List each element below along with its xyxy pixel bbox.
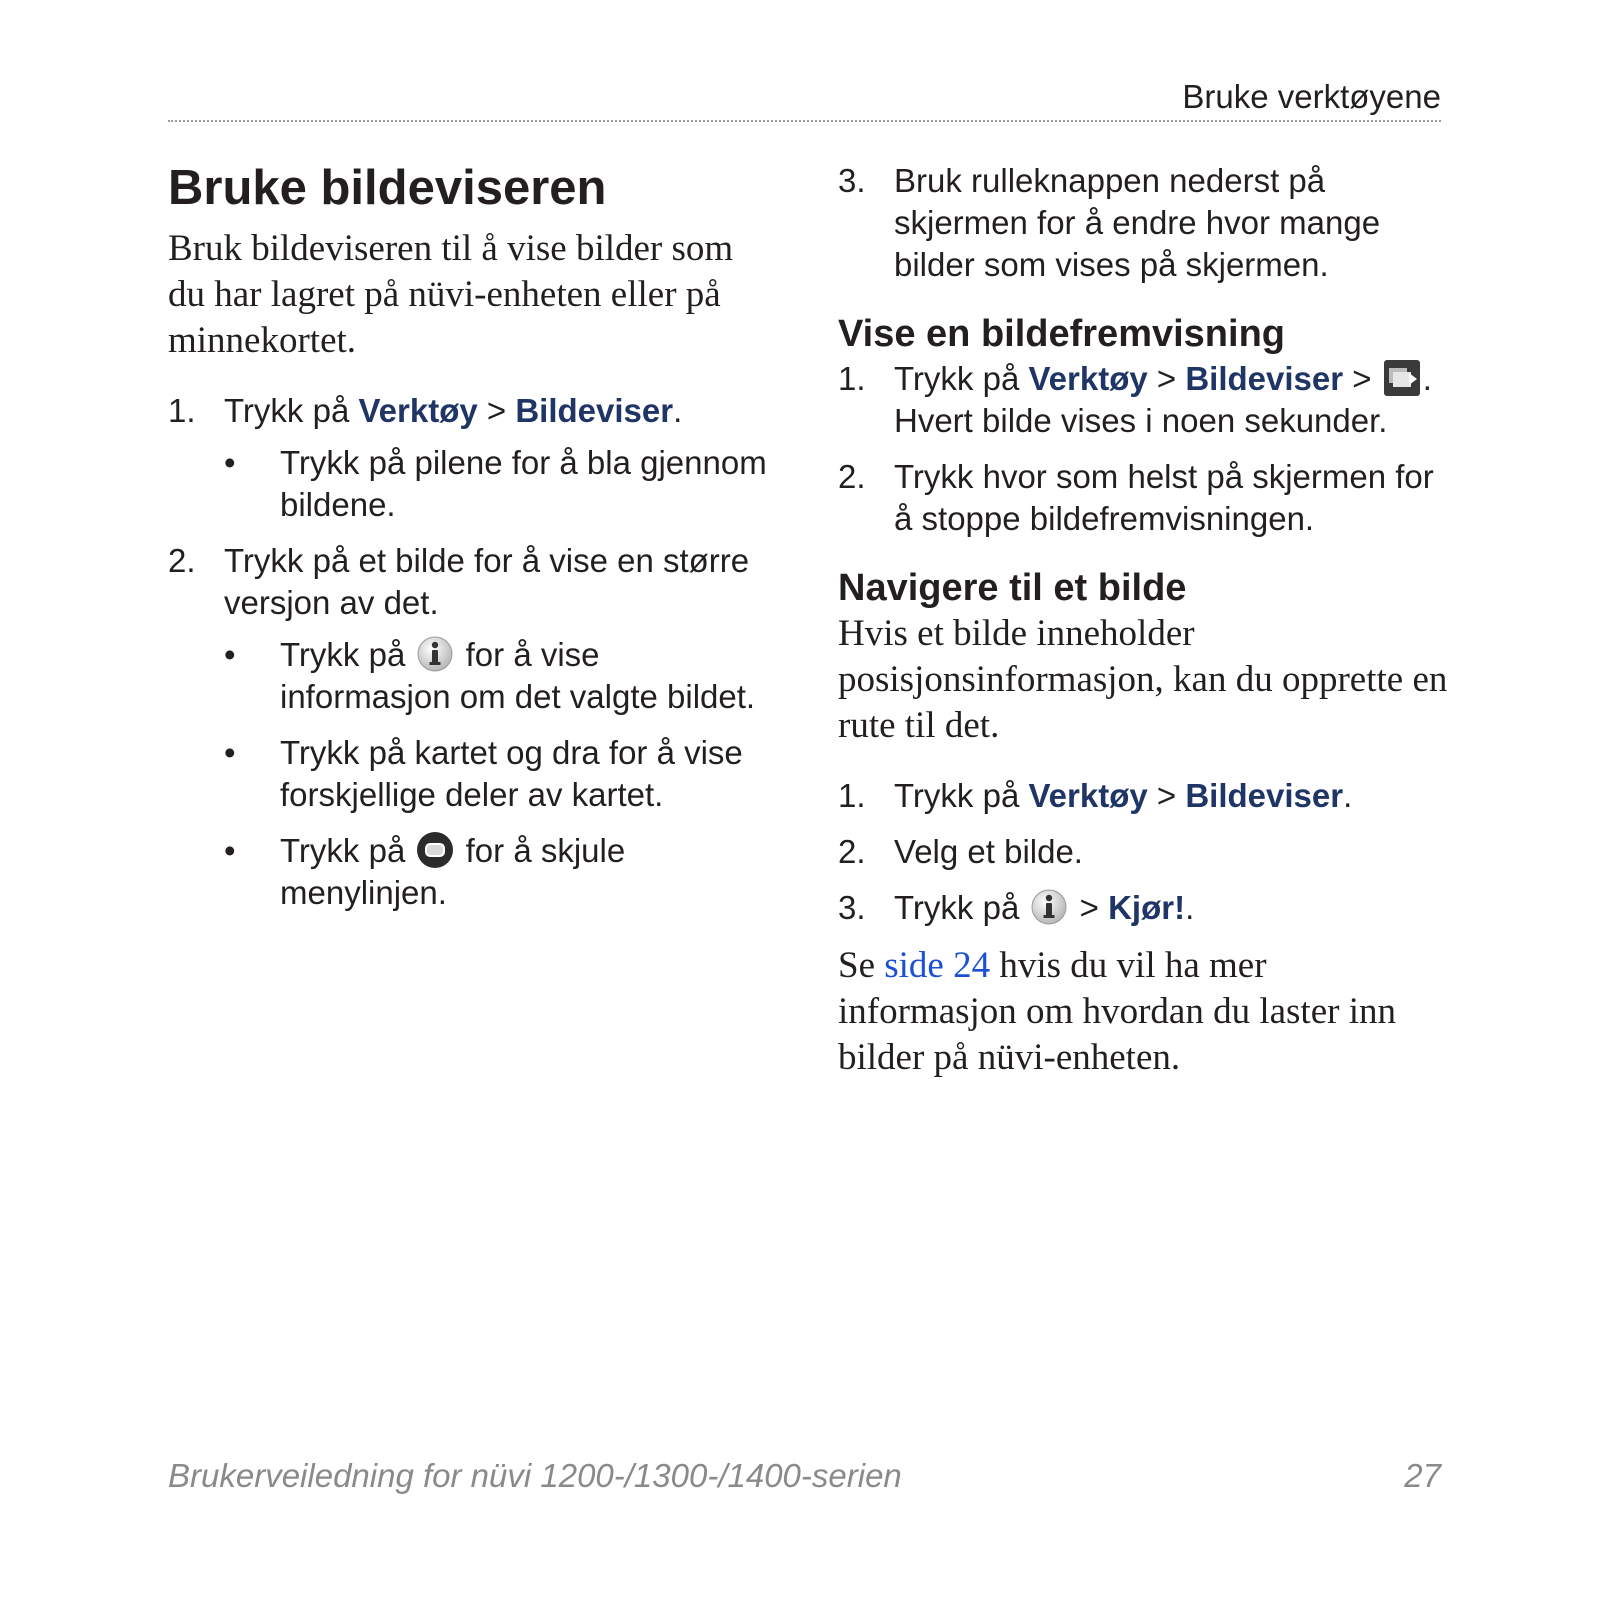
page-reference-link[interactable]: side 24 (884, 945, 991, 987)
header-divider (168, 120, 1441, 122)
list-item: 2. Trykk på et bilde for å vise en større versjon av det. • Trykk på for å vise informasjon om det valgte bildet. • Trykk på kartet og dra for å vise forskjellige deler av kartet. • Trykk på for å skjule menylinjen. (168, 540, 778, 914)
list-item: • Trykk på pilene for å bla gjennom bildene. (224, 444, 767, 524)
menu-path-picture-viewer: Bildeviser (1185, 777, 1344, 815)
step-number: 1. (168, 392, 196, 430)
viewer-steps (168, 390, 778, 914)
navigate-steps (838, 775, 1448, 929)
list-item: 3. Bruk rulleknappen nederst på skjermen for å endre hvor mange bilder som vises på skjermen. (838, 162, 1381, 283)
menu-path-tools: Verktøy (1028, 359, 1148, 397)
info-icon (1030, 888, 1068, 926)
step-number: 3. (838, 162, 866, 199)
see-also-paragraph: Se side 24 hvis du vil ha mer informasjon om hvordan du laster inn bilder på nüvi-enheten. (838, 945, 1396, 1079)
page-number: 27 (1404, 1457, 1441, 1494)
bullet: • (224, 636, 236, 674)
slideshow-icon (1383, 359, 1421, 397)
list-item: 2. Velg et bilde. (838, 831, 1448, 873)
slideshow-steps (838, 358, 1448, 540)
left-column (168, 150, 778, 928)
list-item: • Trykk på for å vise informasjon om det valgte bildet. (224, 636, 756, 716)
step-number: 2. (838, 457, 866, 495)
menu-path-tools: Verktøy (1028, 777, 1148, 815)
section-heading-slideshow: Vise en bildefremvisning (838, 313, 1286, 355)
list-item: • Trykk på for å skjule menylinjen. (224, 832, 626, 912)
section-heading-navigate: Navigere til et bilde (838, 566, 1187, 609)
hide-menu-icon (416, 831, 454, 869)
step-number: 1. (838, 777, 866, 815)
viewer-steps-continued (838, 160, 1448, 286)
list-item: • Trykk på kartet og dra for å vise forskjellige deler av kartet. (224, 734, 743, 814)
step-number: 2. (168, 542, 196, 580)
footer-manual-title: Brukerveiledning for nüvi 1200-/1300-/1400-serien (168, 1457, 902, 1494)
list-item: 1. Trykk på Verktøy > Bildeviser. • Trykk på pilene for å bla gjennom bildene. (168, 390, 778, 526)
step-number: 1. (838, 359, 866, 397)
navigate-intro: Hvis et bilde inneholder posisjonsinformasjon, kan du opprette en rute til det. (838, 613, 1448, 747)
bullet: • (224, 444, 236, 482)
list-item: 2. Trykk hvor som helst på skjermen for å stoppe bildefremvisningen. (838, 457, 1434, 537)
list-item: 1. Trykk på Verktøy > Bildeviser > . Hvert bilde vises i noen sekunder. (838, 359, 1432, 439)
info-icon (416, 635, 454, 673)
list-item: 3. Trykk på > Kjør!. (838, 887, 1448, 929)
menu-path-picture-viewer: Bildeviser (515, 392, 674, 430)
bullet: • (224, 734, 236, 772)
page-title: Bruke bildeviseren (168, 161, 607, 215)
right-column (838, 160, 1448, 1081)
menu-path-go: Kjør! (1108, 889, 1186, 927)
bullet: • (224, 832, 236, 870)
intro-paragraph: Bruk bildeviseren til å vise bilder som du har lagret på nüvi-enheten eller på minnekortet. (168, 228, 734, 362)
step-number: 2. (838, 833, 866, 871)
menu-path-tools: Verktøy (358, 392, 478, 430)
step-number: 3. (838, 889, 866, 927)
running-header: Bruke verktøyene (1182, 78, 1441, 115)
list-item: 1. Trykk på Verktøy > Bildeviser. (838, 775, 1448, 817)
menu-path-picture-viewer: Bildeviser (1185, 359, 1344, 397)
